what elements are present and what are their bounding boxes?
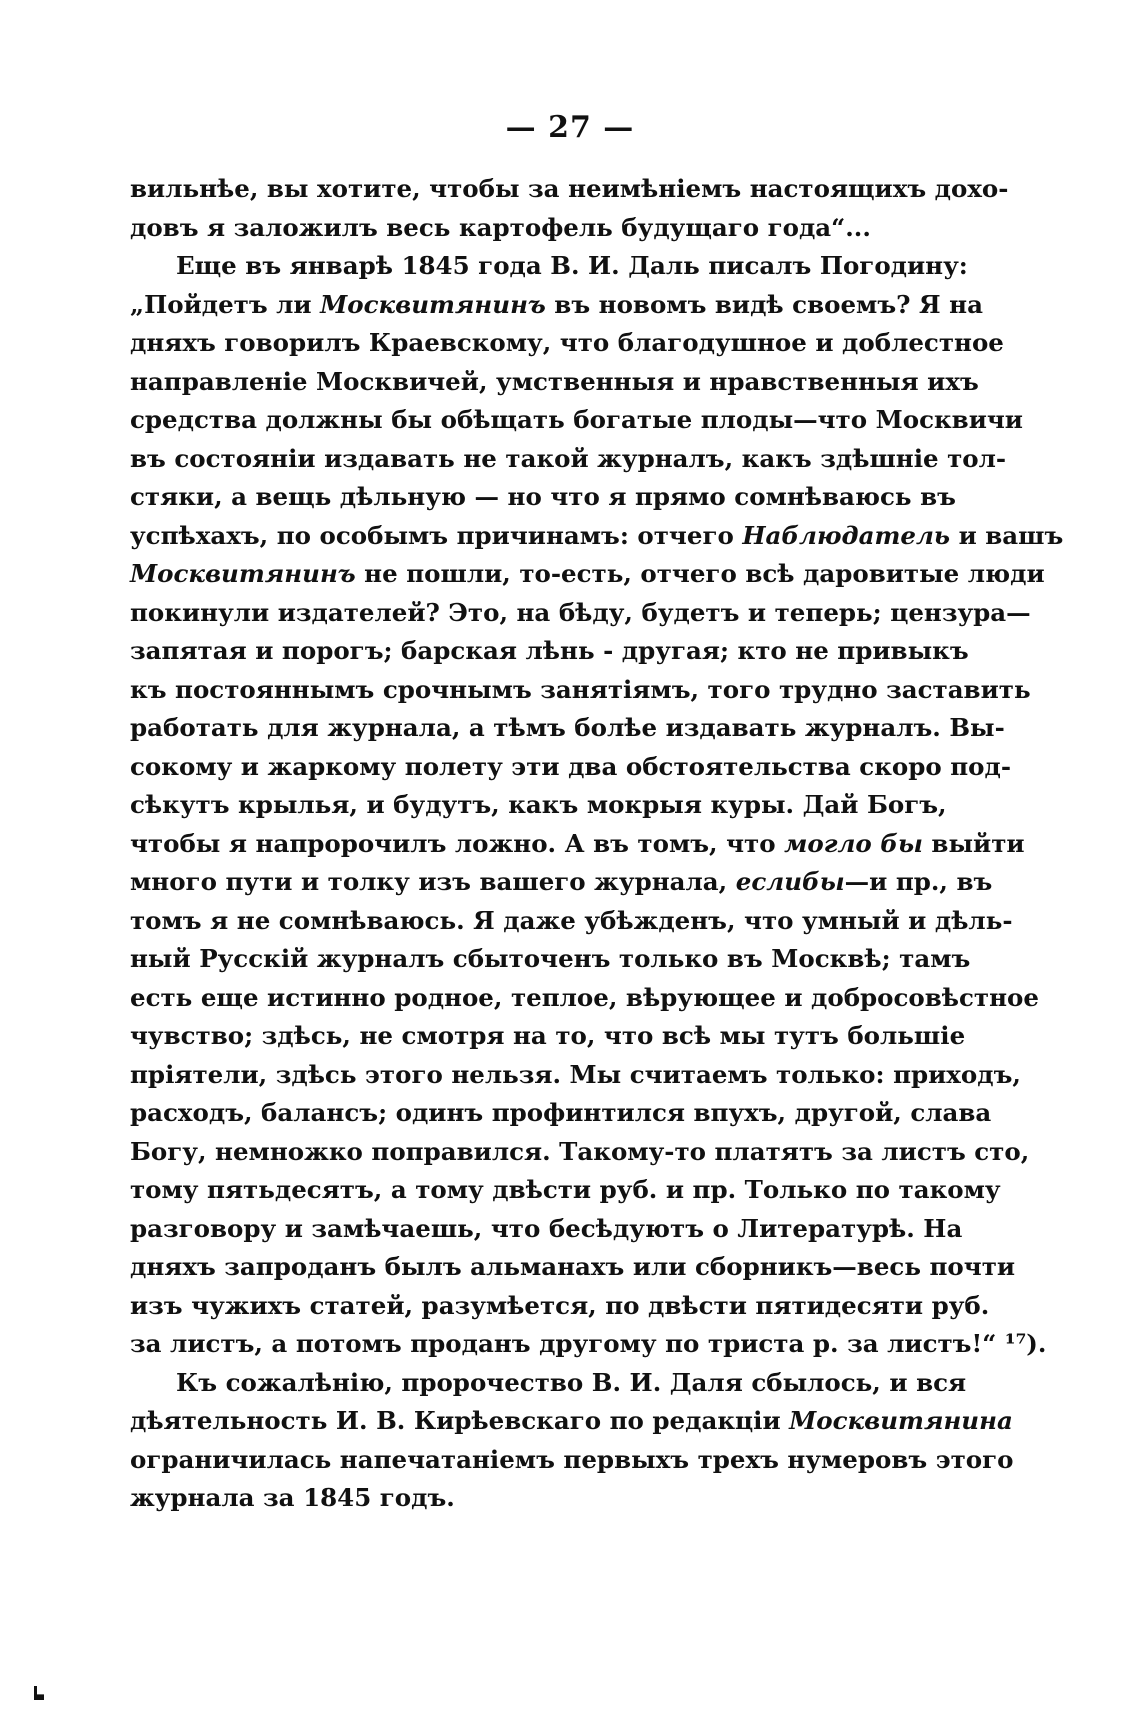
italic-title-text: еслибы bbox=[735, 867, 845, 896]
page-number: — 27 — bbox=[505, 110, 635, 145]
text-line bbox=[130, 209, 940, 248]
line-text: есть еще истинно родное, теплое, вѣрующее и добросовѣстное bbox=[130, 982, 1039, 1012]
line-text: не пошли, то-есть, отчего всѣ даровитые люди bbox=[355, 559, 1045, 588]
italic-title-text: Москвитянинъ bbox=[320, 289, 546, 319]
text-line bbox=[130, 863, 993, 902]
line-text: дняхъ запроданъ былъ альманахъ или сборникъ—весь почти bbox=[130, 1252, 1016, 1281]
text-line bbox=[130, 902, 1013, 941]
line-text: дѣятельность И. В. Кирѣевскаго по редакціи bbox=[130, 1406, 790, 1435]
text-line bbox=[130, 594, 1031, 633]
line-text: дняхъ говорилъ Краевскому, что благодушное и доблестное bbox=[130, 328, 1004, 357]
line-text: изъ чужихъ статей, разумѣется, по двѣсти пятидесяти руб. bbox=[130, 1290, 990, 1320]
line-text: вильнѣе, вы хотите, чтобы за неимѣніемъ настоящихъ дохо- bbox=[130, 174, 1009, 203]
body-text bbox=[130, 170, 1064, 1518]
text-line bbox=[130, 440, 1007, 479]
text-line bbox=[130, 1017, 966, 1056]
text-line bbox=[130, 748, 1011, 787]
text-line bbox=[130, 632, 969, 671]
line-text: пріятели, здѣсь этого нельзя. Мы считаемъ только: приходъ, bbox=[130, 1059, 1021, 1089]
line-text: много пути и толку изъ вашего журнала, bbox=[130, 867, 736, 896]
text-line bbox=[130, 1248, 1016, 1287]
line-text: средства должны бы обѣщать богатые плоды—что Москвичи bbox=[130, 405, 1023, 434]
italic-title-text: Москвитянина bbox=[789, 1406, 1013, 1435]
text-line bbox=[130, 671, 1031, 710]
text-line bbox=[130, 1325, 1047, 1364]
line-text: въ состояніи издавать не такой журналъ, какъ здѣшніе тол- bbox=[130, 443, 1007, 473]
text-line bbox=[130, 324, 1004, 363]
text-line bbox=[130, 825, 1025, 864]
text-line bbox=[130, 517, 1064, 556]
line-text: направленіе Москвичей, умственныя и нравственныя ихъ bbox=[130, 366, 979, 396]
line-text: чувство; здѣсь, не смотря на то, что всѣ мы тутъ большіе bbox=[130, 1021, 966, 1050]
text-line bbox=[130, 1441, 1014, 1480]
text-line bbox=[130, 1210, 963, 1249]
text-line bbox=[130, 786, 947, 825]
text-line bbox=[130, 401, 1023, 440]
line-text: Еще въ январѣ 1845 года В. И. Даль писалъ Погодину: bbox=[176, 251, 968, 280]
line-text: успѣхахъ, по особымъ причинамъ: отчего bbox=[130, 520, 743, 550]
italic-title-text: могло бы bbox=[784, 828, 923, 858]
text-line bbox=[130, 940, 971, 979]
text-line bbox=[130, 363, 979, 402]
text-line bbox=[130, 1133, 1030, 1172]
text-line bbox=[130, 1171, 1001, 1210]
text-line bbox=[130, 170, 1009, 209]
text-line bbox=[130, 478, 956, 517]
line-text: ограничилась напечатаніемъ первыхъ трехъ нумеровъ этого bbox=[130, 1444, 1014, 1474]
line-text: работать для журнала, а тѣмъ болѣе издавать журналъ. Вы- bbox=[130, 713, 1005, 742]
line-text: къ постояннымъ срочнымъ занятіямъ, того трудно заставить bbox=[130, 674, 1031, 704]
corner-print-mark bbox=[34, 1686, 44, 1700]
text-line bbox=[130, 1287, 990, 1326]
line-text: довъ я заложилъ весь картофель будущаго года“... bbox=[130, 212, 871, 242]
line-text: за листъ, а потомъ проданъ другому по триста р. за листъ!“ ¹⁷). bbox=[130, 1329, 1047, 1358]
line-text: покинули издателей? Это, на бѣду, будетъ и теперь; цензура— bbox=[130, 597, 1031, 627]
text-line bbox=[130, 286, 983, 325]
line-text: тому пятьдесятъ, а тому двѣсти руб. и пр. Только по такому bbox=[130, 1175, 1001, 1204]
line-text: сѣкутъ крылья, и будутъ, какъ мокрыя куры. Дай Богъ, bbox=[130, 790, 947, 819]
line-text: запятая и порогъ; барская лѣнь - другая; кто не привыкъ bbox=[130, 636, 969, 665]
line-text: Богу, немножко поправился. Такому-то платятъ за листъ сто, bbox=[130, 1136, 1030, 1166]
text-line bbox=[130, 1402, 1013, 1441]
text-line bbox=[130, 1364, 967, 1403]
text-line bbox=[130, 1479, 940, 1518]
italic-title-text: Москвитянинъ bbox=[130, 559, 356, 588]
line-text: „Пойдетъ ли bbox=[130, 289, 321, 319]
line-text: —и пр., въ bbox=[844, 867, 993, 896]
line-text: ный Русскій журналъ сбыточенъ только въ Москвѣ; тамъ bbox=[130, 944, 971, 973]
line-text: расходъ, балансъ; одинъ профинтился впухъ, другой, слава bbox=[130, 1098, 992, 1127]
text-line bbox=[130, 709, 1005, 748]
line-text: томъ я не сомнѣваюсь. Я даже убѣжденъ, что умный и дѣль- bbox=[130, 905, 1013, 935]
text-line bbox=[130, 1056, 1021, 1095]
italic-title-text: Наблюдатель bbox=[742, 520, 951, 550]
line-text: стяки, а вещь дѣльную — но что я прямо сомнѣваюсь въ bbox=[130, 482, 956, 511]
text-line bbox=[130, 1094, 992, 1133]
line-text: чтобы я напророчилъ ложно. А въ томъ, что bbox=[130, 828, 785, 858]
text-line bbox=[130, 247, 968, 286]
text-line bbox=[130, 555, 1045, 594]
line-text: журнала за 1845 годъ. bbox=[130, 1483, 455, 1512]
line-text: выйти bbox=[922, 828, 1025, 858]
line-text: сокому и жаркому полету эти два обстоятельства скоро под- bbox=[130, 751, 1011, 781]
line-text: разговору и замѣчаешь, что бесѣдуютъ о Литературѣ. На bbox=[130, 1213, 963, 1243]
line-text: Къ сожалѣнію, пророчество В. И. Даля сбылось, и вся bbox=[176, 1367, 967, 1397]
line-text: и вашъ bbox=[950, 520, 1064, 550]
line-text: въ новомъ видѣ своемъ? Я на bbox=[545, 289, 983, 319]
text-line bbox=[130, 979, 1039, 1018]
